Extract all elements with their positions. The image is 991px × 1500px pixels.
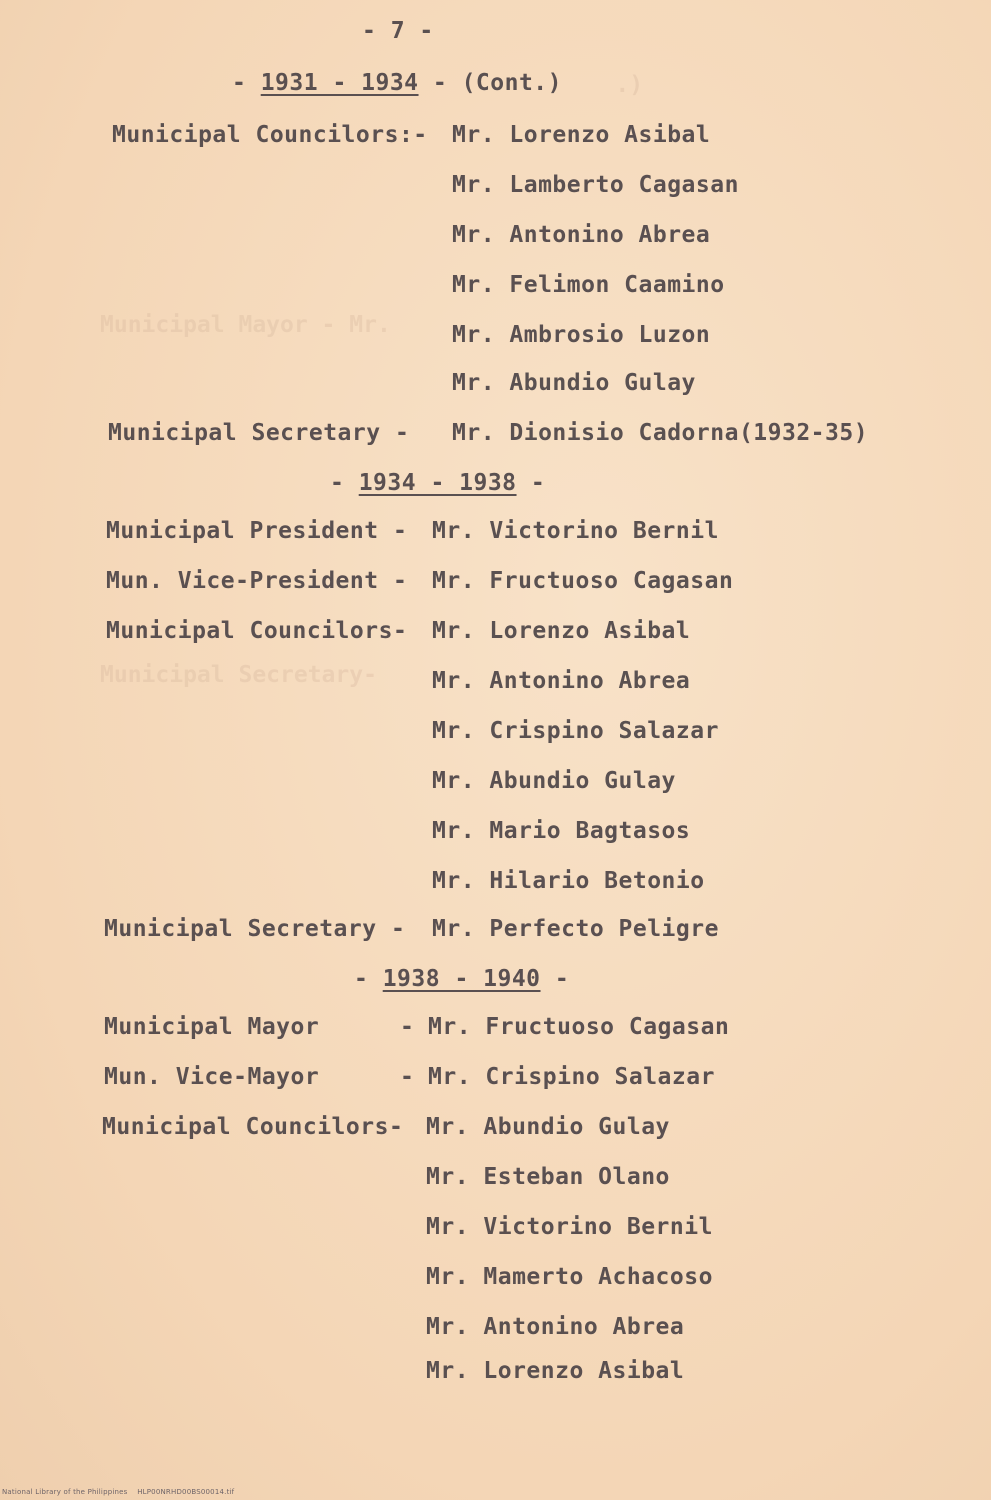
official-name: Mr. Victorino Bernil [426,1214,713,1240]
official-name: Mr. Abundio Gulay [432,768,676,794]
official-name: Mr. Antonino Abrea [452,222,711,248]
row-label: Municipal Councilors- [106,618,408,644]
official-name: Mr. Lorenzo Asibal [432,618,691,644]
official-name: Mr. Esteban Olano [426,1164,670,1190]
row-dash: - [400,1064,415,1090]
official-name: Mr. Lorenzo Asibal [452,122,711,148]
row-label: Municipal Secretary - [108,420,410,446]
row-label: Municipal President - [106,518,408,544]
official-name: Mr. Crispino Salazar [432,718,719,744]
show-through-text: Municipal Secretary- [100,662,377,688]
row-label: Municipal Mayor [104,1014,320,1040]
official-name: Mr. Abundio Gulay [426,1114,670,1140]
official-name: Mr. Antonino Abrea [432,668,691,694]
row-label: Mun. Vice-Mayor [104,1064,320,1090]
official-name: Mr. Perfecto Peligre [432,916,719,942]
section-heading: - 1934 - 1938 - [330,470,546,496]
section-heading: - 1938 - 1940 - [354,966,570,992]
scan-footer: National Library of the Philippines HLP00NRHD00BS00014.tif [2,1488,235,1496]
official-name: Mr. Lamberto Cagasan [452,172,739,198]
official-name: Mr. Mario Bagtasos [432,818,691,844]
official-name: Mr. Dionisio Cadorna(1932-35) [452,420,869,446]
official-name: Mr. Abundio Gulay [452,370,696,396]
row-label: Municipal Councilors- [102,1114,404,1140]
official-name: Mr. Fructuoso Cagasan [432,568,734,594]
official-name: Mr. Hilario Betonio [432,868,705,894]
official-name: Mr. Fructuoso Cagasan [428,1014,730,1040]
official-name: Mr. Lorenzo Asibal [426,1358,685,1384]
show-through-text: .) [560,72,644,98]
official-name: Mr. Ambrosio Luzon [452,322,711,348]
row-label: Municipal Councilors:- [112,122,428,148]
row-label: Mun. Vice-President - [106,568,408,594]
official-name: Mr. Crispino Salazar [428,1064,715,1090]
section-heading: - 1931 - 1934 - (Cont.) [232,70,563,96]
page-number: - 7 - [362,18,434,44]
official-name: Mr. Victorino Bernil [432,518,719,544]
official-name: Mr. Felimon Caamino [452,272,725,298]
row-dash: - [400,1014,415,1040]
official-name: Mr. Mamerto Achacoso [426,1264,713,1290]
official-name: Mr. Antonino Abrea [426,1314,685,1340]
row-label: Municipal Secretary - [104,916,406,942]
show-through-text: Municipal Mayor - Mr. [100,312,391,338]
